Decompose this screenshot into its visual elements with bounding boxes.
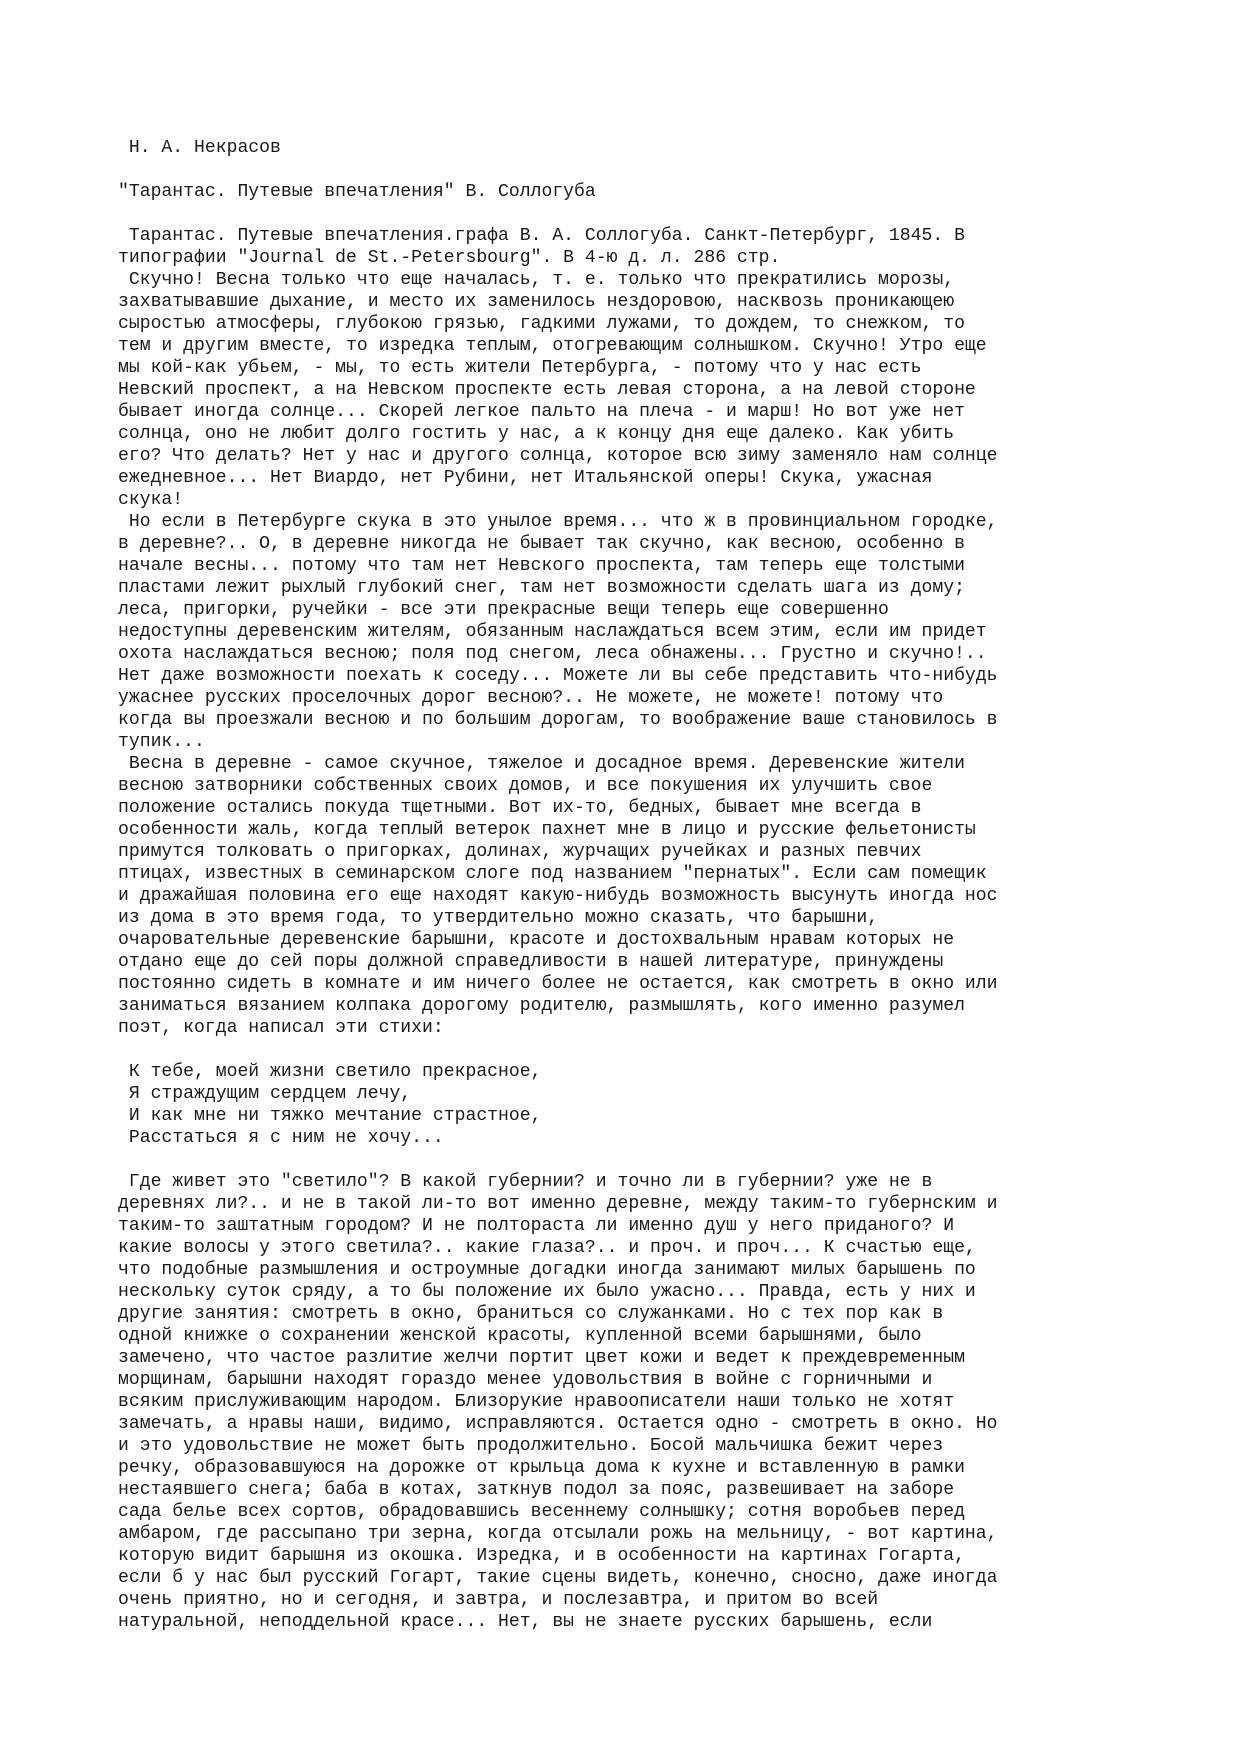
paragraph-line: Нет даже возможности поехать к соседу... Можете ли вы себе представить что-нибудь [118,666,998,686]
paragraph-line: и это удовольствие не может быть продолжительно. Босой мальчишка бежит через [118,1436,944,1456]
paragraph-line: охота наслаждаться весною; поля под снегом, леса обнажены... Грустно и скучно!.. [118,644,987,664]
paragraph-line: птицах, известных в семинарском слоге под названием "пернатых". Если сам помещик [118,864,987,884]
paragraph-line: речку, образовавшуюся на дорожке от крыльца дома к кухне и вставленную в рамки [118,1458,965,1478]
paragraph-line: примутся толковать о пригорках, долинах, журчащих ручейках и разных певчих [118,842,922,862]
paragraph-line: леса, пригорки, ручейки - все эти прекрасные вещи теперь еще совершенно [118,600,889,620]
paragraph-line: очаровательные деревенские барышни, красоте и достохвальным нравам которых не [118,930,955,950]
paragraph-line: мы кой-как убьем, - мы, то есть жители Петербурга, - потому что у нас есть [118,358,922,378]
paragraph-line: амбаром, где рассыпано три зерна, когда отсылали рожь на мельницу, - вот картина, [118,1524,998,1544]
paragraph-line: в деревне?.. О, в деревне никогда не бывает так скучно, как весною, особенно в [118,534,965,554]
paragraph-line: заниматься вязанием колпака дорогому родителю, размышлять, кого именно разумел [118,996,965,1016]
paragraph-line: захватывавшие дыхание, и место их заменилось нездоровою, насквозь проникающею [118,292,955,312]
paragraph-line: тупик... [118,732,205,752]
paragraph-line: когда вы проезжали весною и по большим дорогам, то воображение ваше становилось в [118,710,998,730]
paragraph-line: Тарантас. Путевые впечатления.графа В. А. Соллогуба. Санкт-Петербург, 1845. В [118,226,965,246]
paragraph-line: бывает иногда солнце... Скорей легкое пальто на плеча - и марш! Но вот уже нет [118,402,965,422]
document-title: "Тарантас. Путевые впечатления" В. Соллогуба [118,182,596,202]
poem-line: К тебе, моей жизни светило прекрасное, [118,1062,542,1082]
paragraph-line: сада белье всех сортов, обрадовавшись весеннему солнышку; сотня воробьев перед [118,1502,965,1522]
paragraph-line: скука! [118,490,184,510]
paragraph-line: если б у нас был русский Гогарт, такие сцены видеть, конечно, сносно, даже иногда [118,1568,998,1588]
paragraph-line: какие волосы у этого светила?.. какие глаза?.. и проч. и проч... К счастью еще, [118,1238,976,1258]
paragraph-line: Весна в деревне - самое скучное, тяжелое и досадное время. Деревенские жители [118,754,965,774]
poem-line: Я страждущим сердцем лечу, [118,1084,412,1104]
paragraph-line: очень приятно, но и сегодня, и завтра, и послезавтра, и притом во всей [118,1590,879,1610]
paragraph-line: весною затворники собственных своих домов, и все покушения их улучшить свое [118,776,933,796]
paragraph-line: таким-то заштатным городом? И не полтораста ли именно душ у него приданого? И [118,1216,955,1236]
paragraph-line: его? Что делать? Нет у нас и другого солнца, которое всю зиму заменяло нам солнце [118,446,998,466]
paragraph-line: что подобные размышления и остроумные догадки иногда занимают милых барышень по [118,1260,976,1280]
paragraph-line: которую видит барышня из окошка. Изредка, и в особенности на картинах Гогарта, [118,1546,965,1566]
poem-line: И как мне ни тяжко мечтание страстное, [118,1106,542,1126]
paragraph-line: поэт, когда написал эти стихи: [118,1018,444,1038]
paragraph-line: нестаявшего снега; баба в котах, заткнув подол за пояс, развешивает на заборе [118,1480,955,1500]
paragraph-line: сыростью атмосферы, глубокою грязью, гадкими лужами, то дождем, то снежком, то [118,314,965,334]
paragraph-line: другие занятия: смотреть в окно, браниться со служанками. Но с тех пор как в [118,1304,944,1324]
paragraph-line: типографии "Journal de St.-Petersbourg". В 4-ю д. л. 286 стр. [118,248,781,268]
paragraph-line: натуральной, неподдельной красе... Нет, вы не знаете русских барышень, если [118,1612,933,1632]
paragraph-line: тем и другим вместе, то изредка теплым, отогревающим солнышком. Скучно! Утро еще [118,336,987,356]
paragraph-line: одной книжке о сохранении женской красоты, купленной всеми барышнями, было [118,1326,922,1346]
poem-line: Расстаться я с ним не хочу... [118,1128,444,1148]
paragraph-line: морщинам, барышни находят гораздо менее удовольствия в войне с горничными и [118,1370,933,1390]
paragraph-line: деревнях ли?.. и не в такой ли-то вот именно деревне, между таким-то губернским и [118,1194,998,1214]
paragraph-line: ежедневное... Нет Виардо, нет Рубини, нет Итальянской оперы! Скука, ужасная [118,468,933,488]
paragraph-line: из дома в это время года, то утвердительно можно сказать, что барышни, [118,908,879,928]
paragraph-line: ужаснее русских проселочных дорог весною?.. Не можете, не можете! потому что [118,688,944,708]
paragraph-line: пластами лежит рыхлый глубокий снег, там нет возможности сделать шага из дому; [118,578,965,598]
paragraph-line: замечено, что частое разлитие желчи портит цвет кожи и ведет к преждевременным [118,1348,965,1368]
paragraph-line: замечать, а нравы наши, видимо, исправляются. Остается одно - смотреть в окно. Но [118,1414,998,1434]
paragraph-line: и дражайшая половина его еще находят какую-нибудь возможность высунуть иногда нос [118,886,998,906]
paragraph-line: отдано еще до сей поры должной справедливости в нашей литературе, принуждены [118,952,944,972]
paragraph-line: нескольку суток сряду, а то бы положение их было ужасно... Правда, есть у них и [118,1282,976,1302]
paragraph-line: начале весны... потому что там нет Невского проспекта, там теперь еще толстыми [118,556,965,576]
paragraph-line: постоянно сидеть в комнате и им ничего более не остается, как смотреть в окно или [118,974,998,994]
paragraph-line: Где живет это "светило"? В какой губернии? и точно ли в губернии? уже не в [118,1172,933,1192]
paragraph-line: Но если в Петербурге скука в это унылое время... что ж в провинциальном городке, [118,512,998,532]
paragraph-line: солнца, оно не любит долго гостить у нас, а к концу дня еще далеко. Как убить [118,424,955,444]
paragraph-line: недоступны деревенским жителям, обязанным наслаждаться всем этим, если им придет [118,622,987,642]
paragraph-line: Скучно! Весна только что еще началась, т. е. только что прекратились морозы, [118,270,955,290]
paragraph-line: всяким прислуживающим народом. Близорукие нравоописатели наши только не хотят [118,1392,955,1412]
paragraph-line: положение остались покуда тщетными. Вот их-то, бедных, бывает мне всегда в [118,798,922,818]
paragraph-line: Невский проспект, а на Невском проспекте есть левая сторона, а на левой стороне [118,380,976,400]
author-name: Н. А. Некрасов [118,138,281,158]
paragraph-line: особенности жаль, когда теплый ветерок пахнет мне в лицо и русские фельетонисты [118,820,976,840]
